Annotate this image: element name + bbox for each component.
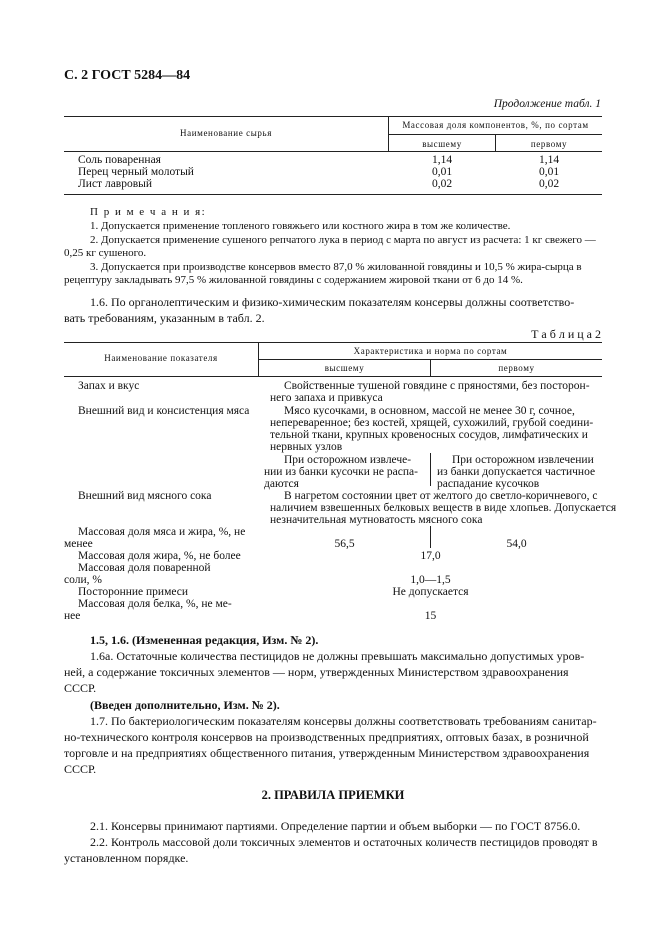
table2-row-name: нее	[64, 610, 81, 622]
table2-row-name: Запах и вкус	[78, 380, 140, 392]
table1-row-name: Соль поваренная	[78, 154, 161, 166]
table2-row-value: 1,0—1,5	[410, 574, 451, 586]
table1-row-name: Перец черный молотый	[78, 166, 194, 178]
table1-top-rule	[64, 116, 602, 117]
table2-row-value: 54,0	[506, 538, 527, 550]
para-1-7-cont: но-технического контроля консервов на производственных предприятиях, оптовых базах, в розничной	[64, 730, 589, 744]
table2-col-name: Наименование показателя	[104, 353, 218, 363]
para-1-6-cont: вать требованиям, указанным в табл. 2.	[64, 311, 265, 325]
table2-row-name: Массовая доля поваренной	[78, 562, 211, 574]
table2-row-text: Мясо кусочками, в основном, массой не менее 30 г, сочное,	[284, 405, 575, 417]
table2-top-rule	[64, 342, 602, 343]
table2-row-text: него запаха и привкуса	[270, 392, 383, 404]
table2-row-name: соли, %	[64, 574, 102, 586]
table2-row-text: тельной ткани, крупных кровеносных сосудов, лимфатических и	[270, 429, 588, 441]
table2-row-value: Не допускается	[392, 586, 469, 598]
table2-row-text: незначительная мутноватость мясного сока	[270, 514, 483, 526]
para-1-7: 1.7. По бактериологическим показателям консервы должны соответствовать требованиям санитар-	[90, 714, 597, 728]
table1-row-value: 0,01	[431, 166, 453, 178]
table2-row-value: 17,0	[420, 550, 441, 562]
note-3: 3. Допускается при производстве консервов вместо 87,0 % жилованной говядины и 10,5 % жира-сырца в	[90, 261, 582, 273]
table2-row-name: Массовая доля белка, %, не ме-	[78, 598, 232, 610]
table2-row-text: из банки допускается частичное	[437, 466, 596, 478]
table2-row-text: распадание кусочков	[437, 478, 540, 490]
table2-row-name: Внешний вид и консистенция мяса	[78, 405, 250, 417]
table2-label: Т а б л и ц а 2	[531, 327, 601, 341]
table2-row-text: наличием взвешенных белковых веществ в виде хлопьев. Допускается	[270, 502, 617, 514]
table2-col-group: Характеристика и норма по сортам	[353, 346, 508, 356]
table2-row-name: Массовая доля жира, %, не более	[78, 550, 241, 562]
table2-row-value: 56,5	[334, 538, 355, 550]
table1-col-sort2: первому	[530, 139, 568, 149]
table1-row-value: 1,14	[431, 154, 453, 166]
table1-row-value: 0,01	[538, 166, 560, 178]
note-2: 2. Допускается применение сушеного репчатого лука в период с марта по август из расчета: 1 кг свежего —	[90, 234, 596, 246]
table-continuation-label: Продолжение табл. 1	[493, 98, 601, 110]
table2-col-sort2: первому	[498, 363, 535, 373]
amendment-note: 1.5, 1.6. (Измененная редакция, Изм. № 2).	[90, 633, 319, 647]
para-1-6a-cont: СССР.	[64, 681, 97, 695]
para-1-6a: 1.6а. Остаточные количества пестицидов не должны превышать максимально допустимых уров-	[90, 649, 585, 663]
note-3-cont: рецептуру закладывать 97,5 % жилованной говядины с содержанием жировой ткани от 6 до 14 %.	[64, 274, 523, 286]
table1-row-value: 0,02	[538, 178, 560, 190]
para-1-6: 1.6. По органолептическим и физико-химическим показателям консервы должны соответство-	[90, 295, 575, 309]
table2-row-text: При осторожном извлече-	[284, 454, 412, 466]
table2-col-sort1: высшему	[324, 363, 365, 373]
table2-row-text: Свойственные тушеной говядине с пряностями, без посторон-	[284, 380, 590, 392]
para-2-2-cont: установленном порядке.	[64, 851, 189, 865]
table2-row-name: Посторонние примеси	[78, 586, 188, 598]
table1-row-name: Лист лавровый	[78, 178, 153, 190]
page-header: С. 2 ГОСТ 5284—84	[64, 68, 191, 83]
note-2-cont: 0,25 кг сушеного.	[64, 247, 147, 259]
table1-col-sort1: высшему	[422, 139, 462, 149]
table2-row-text: При осторожном извлечении	[452, 454, 594, 466]
table2-row-text: нии из банки кусочки не распа-	[264, 466, 418, 478]
notes-heading: П р и м е ч а н и я:	[90, 206, 207, 218]
table2-row-name: Внешний вид мясного сока	[78, 490, 212, 502]
table1-header-bottom-rule	[64, 151, 602, 152]
table1-col-group: Массовая доля компонентов, %, по сортам	[402, 120, 589, 130]
table2-row-name: Массовая доля мяса и жира, %, не	[78, 526, 246, 538]
table2-row-text: непереваренное; без костей, хрящей, сухожилий, грубой соедини-	[270, 417, 594, 429]
table2-header-bottom-rule	[64, 376, 602, 377]
table1-bottom-rule	[64, 194, 602, 195]
table2-row-name: менее	[64, 538, 93, 550]
table2-row-value: 15	[424, 610, 437, 622]
amendment-note: (Введен дополнительно, Изм. № 2).	[90, 698, 280, 712]
para-1-7-cont: торговле и на предприятиях общественного питания, утвержденным Министерством здравоохранения	[64, 746, 590, 760]
para-1-6a-cont: ней, а содержание токсичных элементов — норм, утвержденных Министерством здравоохранения	[64, 665, 569, 679]
para-2-2: 2.2. Контроль массовой доли токсичных элементов и остаточных количеств пестицидов проводят в	[90, 835, 598, 849]
note-1: 1. Допускается применение топленого говяжьего или костного жира в том же количестве.	[90, 220, 511, 232]
para-1-7-cont: СССР.	[64, 762, 97, 776]
table2-split-divider	[430, 453, 431, 486]
table2-row-text: В нагретом состоянии цвет от желтого до светло-коричневого, с	[284, 490, 598, 502]
table1-row-value: 1,14	[538, 154, 560, 166]
table2-row-text: даются	[264, 478, 299, 490]
table1-row-value: 0,02	[431, 178, 453, 190]
para-2-1: 2.1. Консервы принимают партиями. Определение партии и объем выборки — по ГОСТ 8756.0.	[90, 819, 581, 833]
section-title: 2. ПРАВИЛА ПРИЕМКИ	[261, 788, 405, 802]
table2-row-text: нервных узлов	[270, 441, 343, 453]
table1-col-name: Наименование сырья	[180, 128, 272, 138]
